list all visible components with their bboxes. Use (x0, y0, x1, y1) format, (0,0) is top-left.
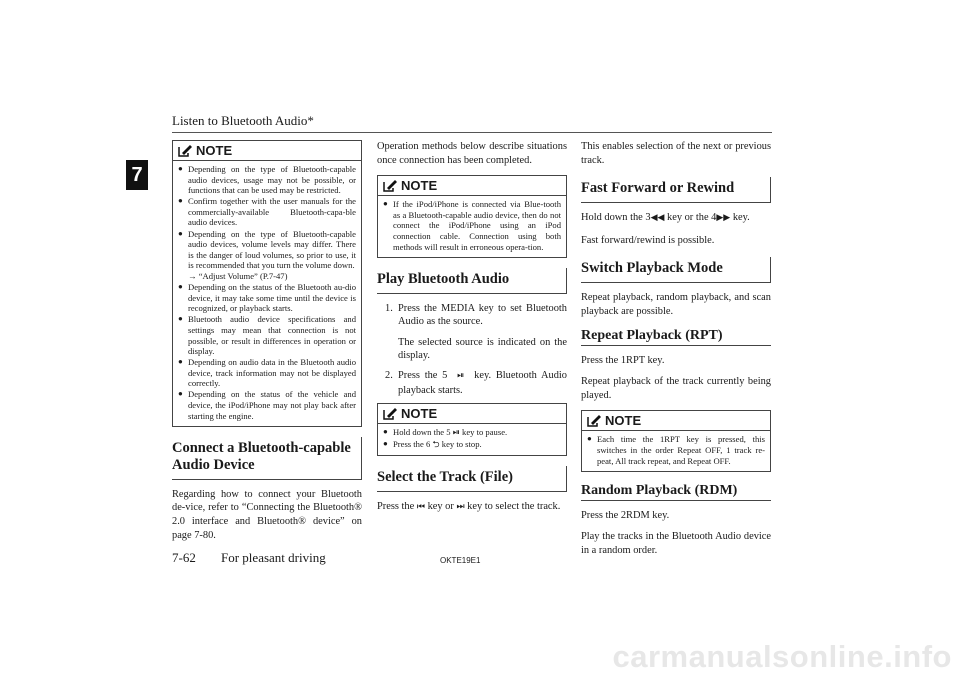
note-bullet: ● Depending on the status of the vehicle and device, the iPod/iPhone may not play back after starting the engine. (178, 389, 356, 421)
intro-text: Operation methods below describe situations once connection has been completed. (377, 141, 567, 166)
section-heading-switch: Switch Playback Mode (581, 257, 771, 283)
bullet-icon: ● (178, 314, 183, 324)
note-box (172, 140, 362, 427)
connect-text: Regarding how to connect your Bluetooth de-vice, refer to “Connecting the Bluetooth® 2.0 interface and Bluetooth® device” on page 7-80. (172, 488, 362, 541)
skip-back-icon: ⏮ (416, 502, 425, 513)
subheading-random: Random Playback (RDM) (581, 482, 771, 501)
note-bullet: ● Bluetooth audio device specifications and settings may mean that connection is not possible, or result in differences in operation or display. (178, 314, 356, 357)
bullet-icon: ● (178, 282, 183, 292)
note-bullet: ● If the iPod/iPhone is connected via Blue-tooth as a Bluetooth-capable audio device, then do not connect the iPod/iPhone using an iPod connection cable. Connection using both methods will result in erroneous opera-tion. (383, 199, 561, 252)
repeat-press: Press the 1RPT key. (581, 354, 665, 366)
note-label: NOTE (401, 406, 438, 422)
step-2: 2. Press the 5 ⏯ key. Bluetooth Audio playback starts. (385, 370, 567, 396)
section-heading-connect: Connect a Bluetooth-capable Audio Device (172, 437, 362, 480)
play-pause-icon: ⏯ (452, 428, 460, 439)
note-body (378, 195, 566, 256)
note-bullet: ● Depending on audio data in the Bluetooth audio device, track information may not be displayed correctly. (178, 357, 356, 389)
note-header (378, 176, 566, 195)
bullet-icon: ● (178, 228, 183, 238)
random-text: Play the tracks in the Bluetooth Audio device in a random order. (581, 531, 771, 556)
bullet-icon: ● (383, 199, 388, 209)
intro-text: This enables selection of the next or previous track. (581, 141, 771, 166)
note-bullet: ● Each time the 1RPT key is pressed, this switches in the order Repeat OFF, 1 track re-peat, All track repeat, and Repeat OFF. (587, 434, 765, 466)
footer-section: For pleasant driving (221, 550, 326, 565)
return-arrow-icon: ⮌ (432, 440, 440, 451)
note-header (173, 141, 361, 160)
bullet-icon: ● (178, 389, 183, 399)
volume-reference: → “Adjust Volume” (P.7-47) (188, 270, 288, 281)
bullet-icon: ● (178, 357, 183, 367)
repeat-text: Repeat playback of the track currently being played. (581, 376, 771, 401)
column-3 (581, 140, 771, 565)
note-header (582, 411, 770, 430)
note-body (582, 430, 770, 470)
random-press: Press the 2RDM key. (581, 509, 670, 521)
select-text: Press the ⏮ key or ⏭ key to select the track. (377, 501, 561, 513)
note-bullet: ● Hold down the 5 ⏯ key to pause. (383, 427, 508, 439)
bullet-icon: ● (178, 196, 183, 206)
note-box (581, 410, 771, 471)
note-bullet: ● Press the 6 ⮌ key to stop. (383, 439, 482, 451)
switch-text: Repeat playback, random playback, and scan playback are possible. (581, 292, 771, 317)
note-pencil-icon (176, 144, 194, 158)
note-bullet: ● Depending on the status of the Bluetooth au-dio device, it may take some time until the device is recognized, or playback starts. (178, 282, 356, 314)
section-heading-play: Play Bluetooth Audio (377, 268, 567, 294)
header-rule (172, 132, 772, 133)
step-1-note: The selected source is indicated on the display. (398, 336, 567, 362)
note-label: NOTE (401, 178, 438, 194)
bullet-icon: ● (587, 434, 592, 444)
note-label: NOTE (196, 143, 233, 158)
note-bullet: ● Confirm together with the user manuals for the commercially-available Bluetooth-capa-ble audio devices. (178, 196, 356, 228)
running-title: Listen to Bluetooth Audio* (172, 113, 314, 128)
subheading-repeat: Repeat Playback (RPT) (581, 327, 771, 346)
note-body (173, 160, 361, 426)
note-pencil-icon (381, 407, 399, 421)
bullet-icon: ● (178, 164, 183, 173)
step-1: 1. Press the MEDIA key to set Bluetooth Audio as the source. The selected source is indicated on the display. (385, 302, 567, 362)
ff-text: Fast forward/rewind is possible. (581, 234, 715, 246)
note-bullet: ● Depending on the type of Bluetooth-capable audio devices, volume levels may differ. There is the danger of loud volumes, so prior to use, it is recommended that you turn the volume down. → “Adjust Volume” (P.7-47) (178, 228, 356, 281)
watermark: carmanualsonline.info (612, 639, 952, 674)
chapter-tab: 7 (126, 160, 148, 190)
note-body (378, 423, 566, 455)
column-1 (172, 140, 362, 550)
note-bullet: ● Depending on the type of Bluetooth-capable audio devices, usage may not be possible, or functions that can be used may be restricted. (178, 164, 356, 196)
section-heading-select: Select the Track (File) (377, 466, 567, 492)
section-heading-ff: Fast Forward or Rewind (581, 177, 771, 203)
note-pencil-icon (585, 414, 603, 428)
note-box (377, 403, 567, 456)
bullet-icon: ● (383, 439, 388, 449)
column-2 (377, 140, 567, 523)
note-label: NOTE (605, 413, 642, 429)
play-pause-icon: ⏯ (452, 371, 470, 382)
note-box (377, 175, 567, 257)
rewind-icon: ◀◀ (650, 213, 665, 224)
document-code: OKTE19E1 (440, 556, 481, 565)
bullet-icon: ● (383, 427, 388, 437)
note-header (378, 404, 566, 423)
fast-forward-icon: ▶▶ (716, 213, 731, 224)
ff-instruction: Hold down the 3◀◀ key or the 4▶▶ key. (581, 212, 750, 224)
page-number: 7-62 (172, 550, 196, 565)
note-pencil-icon (381, 179, 399, 193)
skip-forward-icon: ⏭ (456, 502, 465, 513)
